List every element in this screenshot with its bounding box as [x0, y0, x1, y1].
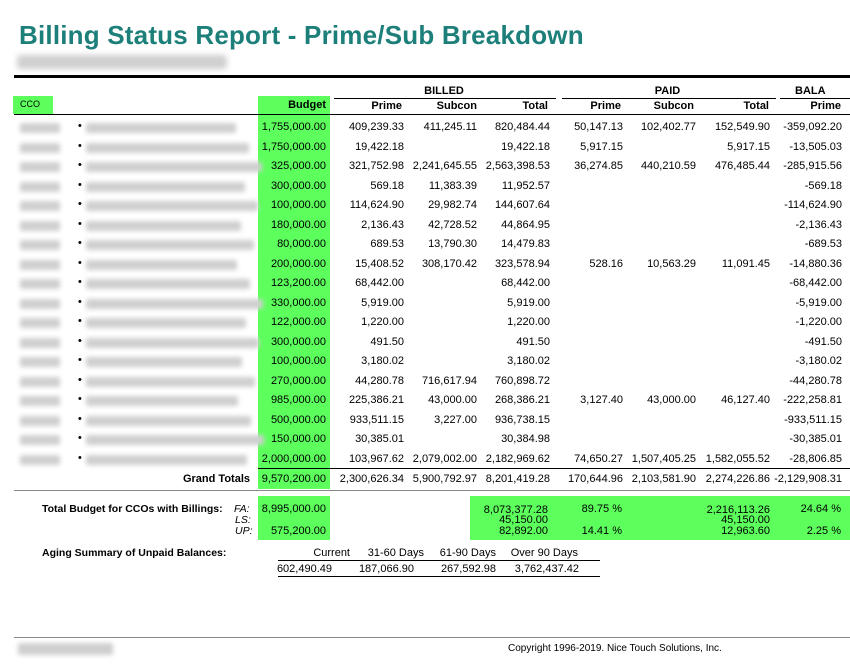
cco-description-redacted: [86, 318, 246, 328]
paid-group-header: PAID: [654, 85, 681, 97]
row-bullet: •: [78, 354, 82, 366]
fa-budget: 8,995,000.00: [261, 503, 326, 515]
cco-description-redacted: [86, 377, 255, 387]
billed-total-cell: 491.50: [516, 335, 550, 348]
grand-total-billed-prime: 2,300,626.34: [339, 473, 404, 485]
cco-number-redacted: [20, 240, 60, 250]
cco-description-redacted: [86, 357, 242, 367]
balance-prime-cell: -491.50: [804, 335, 842, 348]
cco-number-redacted: [20, 299, 60, 309]
cco-description-redacted: [86, 279, 250, 289]
billed-subcon-cell: 29,982.74: [428, 199, 477, 211]
company-name-redacted: [17, 55, 227, 69]
billed-prime-cell: 689.53: [370, 238, 404, 250]
grand-total-paid-subcon: 2,103,581.90: [631, 473, 696, 485]
fa-balance-pct: 24.64 %: [800, 503, 841, 515]
budget-cell: 325,000.00: [270, 160, 326, 172]
row-bullet: •: [78, 237, 82, 249]
balance-prime-cell: -3,180.02: [795, 355, 842, 367]
budget-cell: 270,000.00: [270, 374, 326, 387]
billed-total-cell: 30,384.98: [501, 433, 550, 445]
balance-prime-cell: -285,915.56: [783, 160, 842, 172]
budget-cell: 80,000.00: [277, 238, 326, 250]
billed-subcon-cell: 2,079,002.00: [412, 452, 477, 465]
cco-number-redacted: [20, 162, 60, 172]
paid-total-cell: 5,917.15: [727, 140, 770, 153]
paid-subcon-cell: 10,563.29: [647, 257, 696, 270]
billed-prime-cell: 2,136.43: [361, 218, 404, 231]
aging-31-60-header: 31-60 Days: [367, 547, 424, 559]
balance-prime-cell: -13,505.03: [789, 140, 842, 153]
balance-prime-cell: -5,919.00: [795, 296, 842, 309]
cco-description-redacted: [86, 123, 236, 133]
copyright-text: Copyright 1996-2019. Nice Touch Solutions, Inc.: [508, 643, 722, 654]
billed-prime-cell: 19,422.18: [355, 140, 404, 153]
billed-subcon-cell: 2,241,645.55: [412, 160, 477, 172]
budget-cell: 123,200.00: [270, 277, 326, 289]
report-title: Billing Status Report - Prime/Sub Breakdown: [19, 20, 584, 50]
balance-prime-cell: -222,258.81: [783, 394, 842, 406]
billed-total-cell: 936,738.15: [494, 413, 550, 426]
aging-61-90-header: 61-90 Days: [439, 547, 496, 559]
grand-totals-rule: [258, 468, 850, 469]
billed-total-cell: 44,864.95: [501, 218, 550, 231]
cco-description-redacted: [86, 396, 238, 406]
up-billed-pct: 14.41 %: [581, 525, 622, 537]
billed-subcon-cell: 3,227.00: [434, 413, 477, 426]
grand-total-balance-prime: -2,129,908.31: [774, 473, 842, 485]
ccos-billings-label: Total Budget for CCOs with Billings:: [42, 503, 223, 515]
budget-cell: 1,750,000.00: [261, 140, 326, 153]
billed-total-cell: 1,220.00: [507, 316, 550, 328]
billed-total-cell: 19,422.18: [501, 140, 550, 153]
cco-number-redacted: [20, 377, 60, 387]
row-bullet: •: [78, 120, 82, 132]
paid-prime-cell: 74,650.27: [574, 452, 623, 465]
billed-subcon-header: Subcon: [436, 100, 477, 112]
cco-description-redacted: [86, 338, 259, 348]
billed-total-cell: 5,919.00: [507, 296, 550, 309]
billed-prime-header: Prime: [371, 100, 402, 112]
budget-cell: 300,000.00: [270, 179, 326, 192]
balance-group-header: BALA: [795, 85, 826, 97]
balance-prime-cell: -30,385.01: [789, 433, 842, 445]
row-bullet: •: [78, 315, 82, 327]
paid-group-rule: [562, 98, 776, 99]
row-bullet: •: [78, 295, 82, 308]
grand-total-billed-total: 8,201,419.28: [485, 473, 550, 485]
aging-header-rule: [278, 560, 600, 561]
header-rule: [14, 75, 850, 78]
column-header-rule: [14, 114, 850, 115]
billed-prime-cell: 114,624.90: [349, 199, 404, 211]
budget-cell: 2,000,000.00: [261, 452, 326, 465]
billed-subcon-cell: 42,728.52: [428, 218, 477, 231]
billed-subcon-cell: 716,617.94: [421, 374, 477, 387]
billed-total-cell: 144,607.64: [494, 199, 550, 211]
ls-paid-total: 45,150.00: [721, 514, 770, 526]
cco-number-redacted: [20, 338, 60, 348]
fa-billed-total: 8,073,377.28: [483, 504, 548, 516]
footer-date-redacted: [18, 643, 113, 655]
paid-total-cell: 46,127.40: [721, 394, 770, 406]
billed-prime-cell: 491.50: [370, 335, 404, 348]
paid-prime-cell: 3,127.40: [580, 394, 623, 406]
paid-subcon-cell: 43,000.00: [647, 394, 696, 406]
billed-total-cell: 268,386.21: [494, 394, 550, 406]
balance-prime-cell: -689.53: [804, 238, 842, 250]
paid-total-header: Total: [743, 100, 769, 112]
fa-label: FA:: [234, 503, 250, 515]
grand-total-billed-subcon: 5,900,792.97: [412, 473, 477, 485]
cco-number-redacted: [20, 435, 60, 445]
billed-subcon-cell: 411,245.11: [423, 121, 477, 133]
cco-number-redacted: [20, 396, 60, 406]
cco-number-redacted: [20, 260, 60, 270]
budget-cell: 200,000.00: [270, 257, 326, 270]
budget-cell: 180,000.00: [270, 218, 326, 231]
cco-number-redacted: [20, 143, 60, 153]
cco-number-redacted: [20, 201, 60, 211]
budget-cell: 330,000.00: [270, 296, 326, 309]
billed-total-cell: 760,898.72: [494, 374, 550, 387]
balance-prime-cell: -1,220.00: [795, 316, 842, 328]
balance-prime-header: Prime: [810, 100, 841, 112]
up-balance-pct: 2.25 %: [806, 525, 841, 537]
row-bullet: •: [78, 198, 82, 210]
row-bullet: •: [78, 451, 82, 464]
paid-prime-cell: 5,917.15: [580, 140, 623, 153]
cco-header-label: CCO: [20, 99, 40, 109]
balance-group-rule: [780, 98, 850, 99]
grand-total-budget: 9,570,200.00: [261, 473, 326, 485]
billed-subcon-cell: 13,790.30: [428, 238, 477, 250]
billed-prime-cell: 3,180.02: [361, 355, 404, 367]
fa-billed-pct: 89.75 %: [581, 503, 622, 515]
balance-prime-cell: -28,806.85: [789, 452, 842, 465]
paid-prime-cell: 36,274.85: [574, 160, 623, 172]
paid-total-cell: 152,549.90: [714, 121, 770, 133]
billed-prime-cell: 321,752.98: [348, 160, 404, 172]
billed-total-cell: 820,484.44: [494, 121, 550, 133]
balance-prime-cell: -44,280.78: [789, 374, 842, 387]
cco-description-redacted: [86, 299, 263, 309]
balance-prime-cell: -14,880.36: [789, 257, 842, 270]
up-label: UP:: [235, 525, 253, 537]
aging-over-90-value: 3,762,437.42: [514, 563, 579, 575]
row-bullet: •: [78, 256, 82, 269]
row-bullet: •: [78, 432, 82, 444]
billed-subcon-cell: 43,000.00: [428, 394, 477, 406]
billed-total-cell: 11,952.57: [501, 179, 550, 192]
billed-prime-cell: 103,967.62: [348, 452, 404, 465]
paid-subcon-cell: 102,402.77: [640, 121, 696, 133]
footer-rule: [14, 637, 850, 638]
aging-over-90-header: Over 90 Days: [510, 547, 578, 559]
cco-description-redacted: [86, 435, 264, 445]
billed-total-cell: 2,182,969.62: [485, 452, 550, 465]
billed-prime-cell: 30,385.01: [355, 433, 404, 445]
row-bullet: •: [78, 334, 82, 347]
balance-prime-cell: -359,092.20: [783, 121, 842, 133]
aging-31-60-value: 187,066.90: [358, 563, 414, 575]
budget-cell: 300,000.00: [270, 335, 326, 348]
billed-prime-cell: 569.18: [370, 179, 404, 192]
paid-subcon-cell: 1,507,405.25: [631, 452, 696, 465]
cco-description-redacted: [86, 162, 262, 172]
aging-summary-label: Aging Summary of Unpaid Balances:: [42, 547, 227, 559]
paid-total-cell: 476,485.44: [714, 160, 770, 172]
billed-prime-cell: 68,442.00: [355, 277, 404, 289]
budget-cell: 122,000.00: [270, 316, 326, 328]
row-bullet: •: [78, 373, 82, 386]
cco-description-redacted: [86, 240, 254, 250]
budget-cell: 100,000.00: [270, 355, 326, 367]
balance-prime-cell: -2,136.43: [795, 218, 842, 231]
up-budget: 575,200.00: [270, 525, 326, 537]
paid-prime-header: Prime: [590, 100, 621, 112]
row-bullet: •: [78, 393, 82, 405]
billed-subcon-cell: 11,383.39: [428, 179, 477, 192]
budget-cell: 150,000.00: [270, 433, 326, 445]
cco-description-redacted: [86, 201, 258, 211]
billed-total-header: Total: [522, 100, 548, 112]
paid-total-cell: 1,582,055.52: [705, 452, 770, 465]
row-bullet: •: [78, 217, 82, 230]
grand-totals-label: Grand Totals: [182, 473, 250, 485]
billed-prime-cell: 409,239.33: [348, 121, 404, 133]
row-bullet: •: [78, 178, 82, 191]
row-bullet: •: [78, 412, 82, 425]
paid-prime-cell: 528.16: [589, 257, 623, 270]
grand-total-paid-total: 2,274,226.86: [705, 473, 770, 485]
cco-number-redacted: [20, 182, 60, 192]
billed-total-cell: 323,578.94: [494, 257, 550, 270]
fa-paid-total: 2,216,113.26: [706, 504, 770, 516]
aging-current-header: Current: [313, 547, 350, 559]
billed-group-header: BILLED: [424, 85, 464, 97]
cco-description-redacted: [86, 221, 241, 231]
budget-cell: 100,000.00: [270, 199, 326, 211]
cco-number-redacted: [20, 416, 60, 426]
cco-number-redacted: [20, 221, 60, 231]
cco-description-redacted: [86, 182, 245, 192]
up-billed-total: 82,892.00: [499, 525, 548, 537]
row-bullet: •: [78, 139, 82, 152]
balance-prime-cell: -114,624.90: [784, 199, 842, 211]
row-bullet: •: [78, 276, 82, 288]
billed-prime-cell: 933,511.15: [349, 413, 404, 426]
billed-total-cell: 68,442.00: [501, 277, 550, 289]
cco-description-redacted: [86, 416, 251, 426]
billed-prime-cell: 1,220.00: [361, 316, 404, 328]
budget-cell: 985,000.00: [270, 394, 326, 406]
cco-number-redacted: [20, 123, 60, 133]
billed-prime-cell: 5,919.00: [361, 296, 404, 309]
balance-prime-cell: -68,442.00: [789, 277, 842, 289]
ls-billed-total: 45,150.00: [499, 514, 548, 526]
cco-number-redacted: [20, 455, 60, 465]
billed-prime-cell: 15,408.52: [355, 257, 404, 270]
billed-prime-cell: 44,280.78: [355, 374, 404, 387]
budget-column-header: Budget: [288, 99, 326, 111]
up-paid-total: 12,963.60: [721, 525, 770, 537]
billed-subcon-cell: 308,170.42: [421, 257, 477, 270]
cco-description-redacted: [86, 143, 249, 153]
billed-total-cell: 14,479.83: [501, 238, 550, 250]
paid-subcon-cell: 440,210.59: [640, 160, 696, 172]
billed-total-cell: 2,563,398.53: [485, 160, 550, 172]
row-bullet: •: [78, 159, 82, 171]
cco-description-redacted: [86, 455, 247, 465]
grand-totals-bottom-rule: [14, 490, 850, 491]
ls-label: LS:: [235, 514, 251, 526]
cco-number-redacted: [20, 318, 60, 328]
billed-group-rule: [334, 98, 556, 99]
paid-total-cell: 11,091.45: [721, 257, 770, 270]
balance-prime-cell: -569.18: [804, 179, 842, 192]
aging-bottom-rule: [278, 576, 600, 577]
aging-61-90-value: 267,592.98: [440, 563, 496, 575]
billed-total-cell: 3,180.02: [507, 355, 550, 367]
aging-current-value: 602,490.49: [276, 563, 332, 575]
budget-cell: 500,000.00: [270, 413, 326, 426]
balance-prime-cell: -933,511.15: [784, 413, 842, 426]
grand-total-paid-prime: 170,644.96: [567, 473, 623, 485]
cco-description-redacted: [86, 260, 237, 270]
paid-subcon-header: Subcon: [653, 100, 694, 112]
cco-number-redacted: [20, 279, 60, 289]
paid-prime-cell: 50,147.13: [574, 121, 623, 133]
billed-prime-cell: 225,386.21: [348, 394, 404, 406]
cco-number-redacted: [20, 357, 60, 367]
budget-cell: 1,755,000.00: [261, 121, 326, 133]
